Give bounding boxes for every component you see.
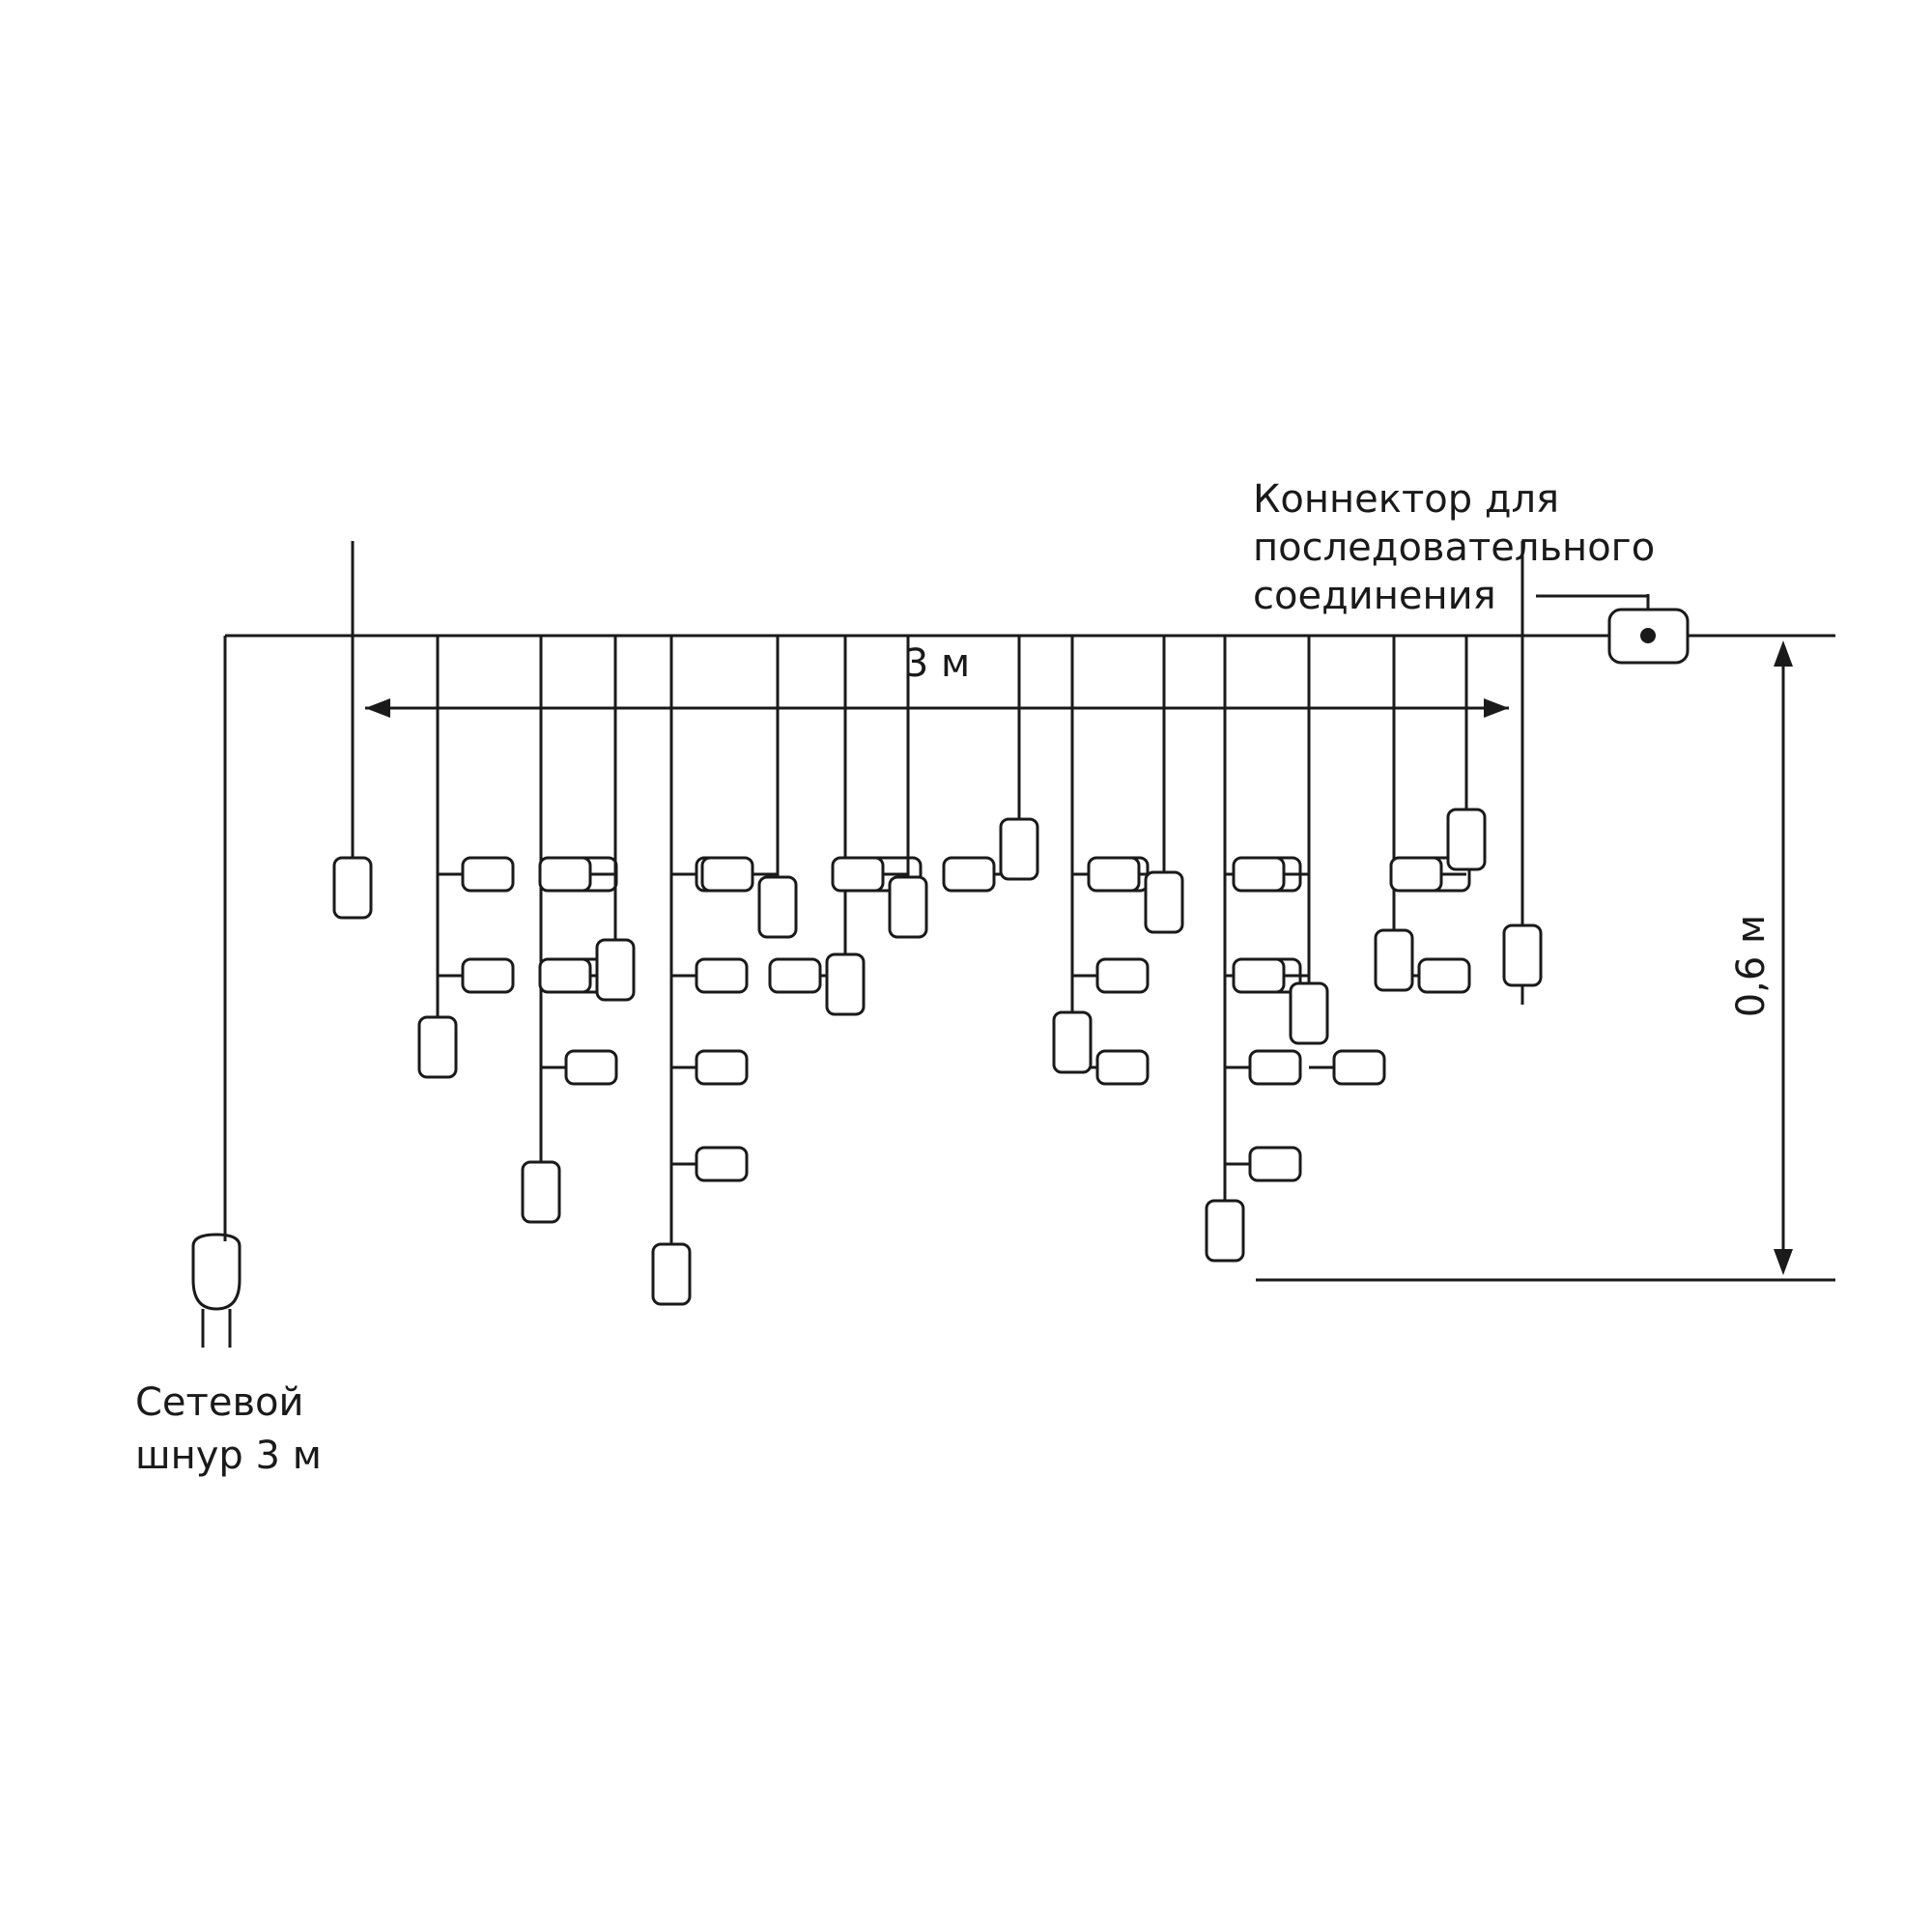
led-body [1097,959,1148,992]
led-body [1250,1148,1300,1180]
led-terminal-body [1001,819,1037,879]
led-body [540,959,590,992]
led-terminal-body [1291,983,1327,1043]
power-cord-label-line2: шнур 3 м [135,1434,322,1478]
led-body [1419,959,1469,992]
height-dimension-label: 0,6 м [1729,914,1774,1018]
power-plug-icon [193,1235,240,1348]
led-terminal-body [1054,1012,1091,1072]
led-body [1234,959,1284,992]
led-bulb [419,1017,456,1077]
led-body [833,858,883,891]
led-body [1334,1051,1384,1084]
led-bulb [1291,983,1327,1043]
led-body [1250,1051,1300,1084]
width-dimension-label: 3 м [903,641,971,686]
led-body [696,959,747,992]
arrowhead-top [1774,640,1793,667]
led-terminal-body [334,858,371,918]
led-body [696,1051,747,1084]
led-body [944,858,994,891]
led-bulb [653,1244,690,1304]
arrowhead-left [365,698,390,718]
led-strand [1207,636,1300,1261]
connector-dot [1640,628,1656,643]
arrowhead-right [1484,698,1509,718]
led-strand [1504,636,1541,985]
led-body [1089,858,1139,891]
connector-note-line2: последовательного [1253,526,1656,570]
led-terminal-body [523,1162,559,1222]
connector-note-line1: Коннектор для [1253,477,1560,522]
led-bulb [1054,1012,1091,1072]
led-terminal-body [1207,1201,1243,1261]
led-strand [770,636,921,1014]
led-bulb [1146,872,1182,932]
led-bulb [1072,959,1148,992]
led-bulb [438,858,513,891]
dimension-3m-ext-lines [353,696,1522,1005]
led-terminal-body [759,877,796,937]
led-terminal-body [653,1244,690,1304]
connector-callout-line [1536,596,1648,610]
led-bulb [671,1148,747,1180]
led-bulb [1376,930,1412,990]
dimension-3m-visible [365,698,1509,718]
led-strands-layer [334,636,1541,1304]
led-terminal-body [890,877,926,937]
led-bulb [1309,1051,1384,1084]
led-body [1097,1051,1148,1084]
led-terminal-body [1504,925,1541,985]
series-connector[interactable] [1609,610,1688,663]
led-bulb [1448,810,1485,869]
led-terminal-body [419,1017,456,1077]
led-terminal-body [1146,872,1182,932]
led-body [696,1148,747,1180]
led-bulb [1225,1148,1300,1180]
led-bulb [827,954,864,1014]
led-bulb [1207,1201,1243,1261]
power-cord-label-line1: Сетевой [135,1380,304,1425]
led-strand [702,636,796,937]
led-bulb [1504,925,1541,985]
connector-note-line3: соединения [1253,574,1496,618]
led-body [1234,858,1284,891]
led-strand [334,636,371,918]
led-strand [653,636,747,1304]
led-strand [1391,636,1485,891]
led-body [702,858,753,891]
led-body [1391,858,1441,891]
led-bulb [671,1051,747,1084]
led-strand [523,636,616,1222]
led-bulb [541,1051,616,1084]
led-strand [540,636,634,1000]
led-strand [1234,636,1384,1084]
led-body [770,959,820,992]
led-bulb [334,858,371,918]
led-bulb [597,940,634,1000]
led-strand [419,636,513,1077]
led-bulb [1001,819,1037,879]
arrowhead-bottom [1774,1249,1793,1275]
led-terminal-body [1376,930,1412,990]
led-body [566,1051,616,1084]
led-terminal-body [1448,810,1485,869]
led-body [463,959,513,992]
led-bulb [890,877,926,937]
led-body [463,858,513,891]
led-bulb [523,1162,559,1222]
led-bulb [1225,1051,1300,1084]
led-bulb [438,959,513,992]
led-terminal-body [827,954,864,1014]
led-body [540,858,590,891]
led-bulb [671,959,747,992]
led-terminal-body [597,940,634,1000]
led-bulb [759,877,796,937]
led-strand [1089,636,1182,932]
